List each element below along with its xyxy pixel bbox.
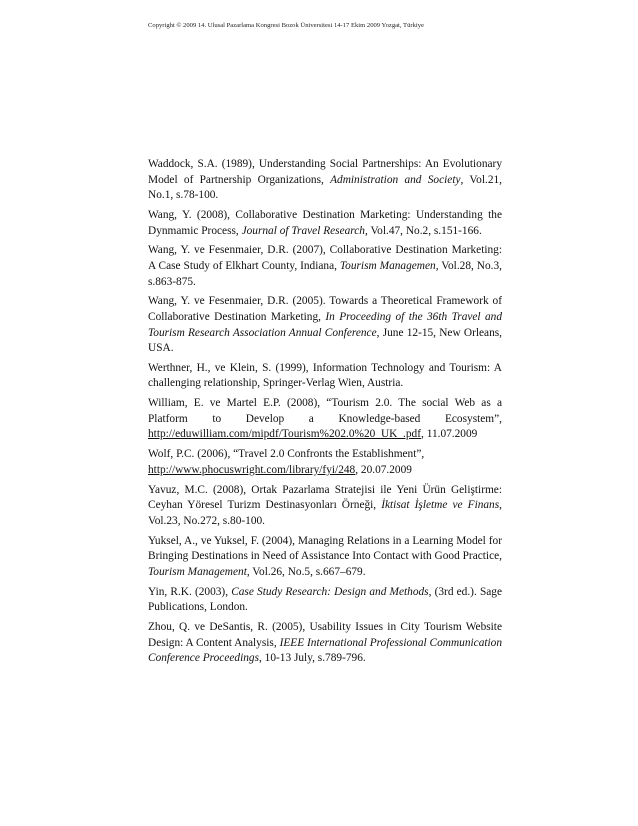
reference-wang-fesenmaier-2007: Wang, Y. ve Fesenmaier, D.R. (2007), Collaborative Destination Marketing: A Case Study of Elkhart County, Indiana, Tourism Managemen, Vol.28, No.3, s.863-875. bbox=[148, 244, 503, 288]
reference-wolf-2006: Wolf, P.C. (2006), “Travel 2.0 Confronts the Establishment”, http://www.phocuswright.com/library/fyi/248, 20.07.2009 bbox=[148, 448, 425, 476]
reference-link-phocuswright[interactable]: http://www.phocuswright.com/library/fyi/248 bbox=[148, 463, 356, 476]
reference-william-martel-2008: William, E. ve Martel E.P. (2008), “Tourism 2.0. The social Web as a Platform to Develop a Knowledge-based Ecosystem”, http://eduwilliam.com/mipdf/Tourism%202.0%20_UK_.pdf, 11.07.2009 bbox=[148, 397, 502, 441]
reference-link-eduwilliam[interactable]: http://eduwilliam.com/mipdf/Tourism%202.0%20_UK_.pdf bbox=[148, 428, 422, 441]
reference-wang-fesenmaier-2005: Wang, Y. ve Fesenmaier, D.R. (2005). Towards a Theoretical Framework of Collaborative Destination Marketing, In Proceeding of the 36th Travel and Tourism Research Association Annual Conference, June 12-15, New Orleans, USA. bbox=[148, 295, 503, 355]
reference-zhou-desantis-2005: Zhou, Q. ve DeSantis, R. (2005), Usability Issues in City Tourism Website Design: A Content Analysis, IEEE International Professional Communication Conference Proceedings, 10-13 July, s.789-796. bbox=[148, 620, 503, 665]
reference-yuksel-2004: Yuksel, A., ve Yuksel, F. (2004), Managing Relations in a Learning Model for Bringing Destinations in Need of Assistance Into Contact with Good Practice, Tourism Management, Vol.26, No.5, s.667–679. bbox=[148, 534, 502, 578]
copyright-line: Copyright © 2009 14. Ulusal Pazarlama Kongresi Bozok Üniversitesi 14-17 Ekim 2009 Yozgat, Türkiye bbox=[148, 22, 424, 29]
reference-waddock-1989: Waddock, S.A. (1989), Understanding Social Partnerships: An Evolutionary Model of Partnership Organizations, Administration and Society, Vol.21, No.1, s.78-100. bbox=[148, 158, 502, 202]
reference-yavuz-2008: Yavuz, M.C. (2008), Ortak Pazarlama Stratejisi ile Yeni Ürün Geliştirme: Ceyhan Yöresel Turizm Destinasyonları Örneği, İktisat İşletme ve Finans, Vol.23, No.272, s.80-100. bbox=[148, 483, 502, 527]
page-header bbox=[148, 21, 508, 30]
reference-yin-2003: Yin, R.K. (2003), Case Study Research: Design and Methods, (3rd ed.). Sage Publications, London. bbox=[148, 585, 502, 614]
reference-wang-2008: Wang, Y. (2008), Collaborative Destination Marketing: Understanding the Dynmamic Process, Journal of Travel Research, Vol.47, No.2, s.151-166. bbox=[148, 208, 502, 237]
reference-list bbox=[148, 157, 502, 671]
reference-werthner-klein-1999: Werthner, H., ve Klein, S. (1999), Information Technology and Tourism: A challenging relationship, Springer-Verlag Wien, Austria. bbox=[148, 361, 502, 390]
